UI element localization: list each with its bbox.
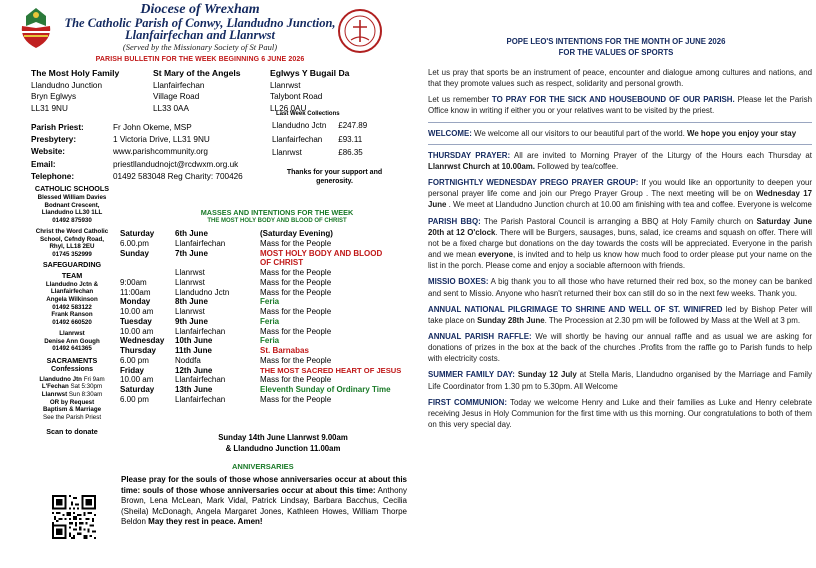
mass-time: 10.00 am	[120, 326, 154, 336]
safeguarding-2	[32, 330, 112, 353]
mass-church	[175, 258, 260, 268]
table-row	[120, 229, 401, 239]
mass-feast: OF CHRIST	[260, 258, 304, 268]
mass-day: Wednesday	[120, 336, 165, 346]
mass-feast: Feria	[260, 336, 280, 346]
prego-notice	[428, 177, 812, 210]
contact-row	[31, 134, 243, 146]
safeguarding-1	[32, 281, 112, 327]
request-line: OR by Request	[49, 398, 95, 406]
safeguard-line: Frank Ranson	[51, 311, 93, 319]
pilgrimage-notice	[428, 304, 812, 326]
notice-emphasis: We hope you enjoy your stay	[687, 128, 797, 138]
collection-row	[272, 134, 377, 146]
table-row	[120, 375, 401, 385]
confession-church: Llanrwst	[41, 391, 68, 399]
table-row	[120, 258, 401, 268]
table-row	[120, 356, 401, 366]
table-row	[120, 395, 401, 405]
confession-row	[32, 391, 112, 399]
parish-line-1: The Catholic Parish of Conwy, Llandudno Junction,	[64, 15, 336, 30]
safeguard-line: Llandudno Jctn &	[45, 280, 99, 288]
table-row	[120, 278, 401, 288]
request-info	[32, 399, 112, 422]
collection-church: Llanfairfechan	[272, 134, 323, 144]
pope-intention-title: POPE LEO'S INTENTIONS FOR THE MONTH OF JUNE 2026	[506, 37, 726, 46]
mass-feast: Eleventh Sunday of Ordinary Time	[260, 385, 391, 395]
mass-time: 9:00am	[120, 277, 147, 287]
mass-feast: THE MOST SACRED HEART OF JESUS	[260, 365, 402, 375]
notice-heading: FORTNIGHTLY WEDNESDAY PREGO PRAYER GROUP:	[428, 178, 639, 188]
safeguard-line: 01492 641365	[52, 345, 92, 353]
bbq-notice	[428, 216, 812, 272]
contact-label: Email:	[31, 159, 56, 169]
table-row	[120, 307, 401, 317]
pope-intention-heading	[428, 36, 812, 58]
confession-row	[32, 383, 112, 391]
mass-church: Llandudno Jctn	[175, 287, 230, 297]
collection-amount: £247.89	[338, 121, 368, 130]
notice-text: Followed by tea/coffee.	[535, 161, 619, 171]
mass-date: 12th June	[175, 365, 213, 375]
summer-day-notice	[428, 369, 812, 391]
contact-row	[31, 159, 243, 171]
divider	[428, 144, 812, 145]
sidebar-info	[32, 183, 112, 437]
mass-intention: Mass for the People	[260, 375, 332, 385]
mass-date: 11th June	[175, 346, 212, 356]
notice-text: Let us remember	[428, 95, 492, 105]
notice-text: Please let the Parish Office know in writing if either you or your relatives want to be visited by the priest.	[428, 95, 812, 116]
masses-subtitle: THE MOST HOLY BODY AND BLOOD OF CHRIST	[207, 218, 347, 224]
missionary-society-seal-icon	[337, 8, 383, 54]
schools-heading: CATHOLIC SCHOOLS	[34, 184, 110, 193]
next-sunday-line: Sunday 14th June Llanrwst 9.00am	[218, 433, 348, 442]
mass-day: Thursday	[120, 346, 157, 356]
contact-label: Presbytery:	[31, 135, 77, 145]
contact-details	[31, 122, 243, 183]
website-link[interactable]: www.parishcommunity.org	[113, 147, 208, 157]
mass-time	[120, 268, 175, 278]
confession-time: Sat 5:30pm	[70, 383, 103, 391]
notice-emphasis: Sunday 12 July	[514, 370, 577, 380]
church-holy-family	[31, 68, 119, 114]
safeguard-line: Llanrwst	[59, 329, 85, 337]
church-st-mary	[153, 68, 241, 114]
school-line: Bodnant Crescent,	[44, 201, 100, 209]
request-line: Baptism & Marriage	[42, 406, 102, 414]
mass-intention: Mass for the People	[260, 277, 332, 287]
table-row	[120, 249, 401, 259]
table-row	[120, 297, 401, 307]
masses-title: MASSES AND INTENTIONS FOR THE WEEK	[200, 208, 354, 217]
church-line: LL26 0AU	[270, 103, 307, 113]
email-link[interactable]: priestllandudnojct@rcdwxm.org.uk	[113, 159, 239, 169]
notice-text: All are invited to Morning Prayer of the Liturgy of the Hours each Thursday at	[510, 150, 812, 160]
school-line: Blessed William Davies	[37, 194, 107, 201]
school-line: School, Cefndy Road,	[40, 235, 104, 243]
missio-notice	[428, 276, 812, 298]
contact-value: 01492 583048 Reg Charity: 700426	[113, 171, 243, 181]
notice-heading: WELCOME:	[428, 128, 472, 138]
contact-row	[31, 171, 243, 183]
mass-date: 13th June	[175, 385, 213, 395]
contact-label: Parish Priest:	[31, 123, 84, 132]
anniversaries-intro: Please pray for the souls of those whose anniversaries occur at about this time: souls of those whose anniversaries occur at about this time:	[121, 475, 407, 495]
welcome-notice	[428, 128, 812, 139]
notice-text: Today we welcome Henry and Luke and their families as Luke and Henry celebrate receiving Jesus in Holy Communion for the first time with us this morning. Our congratulations to both of them on this very special day.	[428, 397, 812, 430]
notice-text: . There will be Burgers, sausages, buns, salad, ice creams and squash on offer. There will not be a fixed charge but donations on the day towards the costs will be appreciated. Everyone in the parish and we mean	[428, 227, 812, 260]
collection-amount: £93.11	[338, 134, 363, 144]
notice-emphasis: Llanrwst Church at 10.00am.	[428, 161, 535, 171]
bulletin-week: PARISH BULLETIN FOR THE WEEK BEGINNING 6 JUNE 2026	[95, 56, 305, 63]
mass-day: Friday	[120, 365, 145, 375]
diocese-crest-icon	[12, 6, 60, 50]
collection-church: Llanrwst	[272, 148, 302, 157]
table-row	[120, 385, 401, 395]
contact-row	[31, 122, 243, 134]
mass-date: 10th June	[175, 336, 213, 346]
table-row	[120, 288, 401, 298]
school-line: Rhyl, LL18 2EU	[49, 243, 95, 251]
contact-value: Fr John Okeme, MSP	[113, 123, 192, 132]
notice-text: at Stella Maris, Llandudno organised by the Marriage and Family Life Coordinator from 1.30 pm to 5.30pm. All Welcome	[428, 370, 812, 391]
safeguard-line: 01492 660520	[52, 319, 92, 327]
church-line: Llandudno Junction	[31, 80, 103, 90]
church-line: Talybont Road	[270, 92, 323, 101]
mass-time	[120, 258, 175, 268]
served-by: (Served by the Missionary Society of St Paul)	[122, 41, 278, 52]
school-2	[32, 228, 112, 259]
masses-heading	[172, 208, 382, 225]
church-line: Llanrwst	[270, 80, 301, 90]
mass-intention: Mass for the People	[260, 287, 332, 297]
notice-heading: THURSDAY PRAYER:	[428, 150, 511, 160]
collection-amount: £86.35	[338, 148, 363, 157]
safeguard-line: Llanfairfechan	[50, 288, 94, 296]
collections	[270, 110, 379, 161]
confession-row	[32, 376, 112, 384]
mass-time: 10.00 am	[120, 307, 154, 317]
notice-heading: ANNUAL NATIONAL PILGRIMAGE TO SHRINE AND WELL OF ST. WINIFRED	[428, 304, 723, 314]
church-bugail-da	[270, 68, 349, 114]
table-row	[120, 268, 401, 278]
bulletin-header	[64, 3, 336, 53]
notice-text: If you would like an opportunity to deepen your personal prayer life come and join our Prego Prayer Group . The next meeting will be on	[428, 178, 813, 199]
mass-church: Llanrwst	[175, 307, 205, 317]
sacraments-heading: SACRAMENTS	[46, 355, 98, 365]
notice-text: A big thank you to all those who have returned their red box, so the money can be banked and sent to Missio. Anyone who hasn't returned their box can still do so in the next few weeks. Thank you.	[428, 277, 812, 298]
table-row	[120, 239, 401, 249]
right-page	[412, 0, 812, 568]
church-name: St Mary of the Angels	[153, 68, 241, 78]
mass-church: Llanfairfechan	[175, 395, 226, 405]
diocese-name: Diocese of Wrexham	[140, 2, 260, 17]
notice-heading: FIRST COMMUNION:	[428, 397, 507, 407]
thanks-note: Thanks for your support and generosity.	[286, 169, 383, 185]
church-line: Llanfairfechan	[153, 80, 205, 90]
mass-church: Llanfairfechan	[175, 375, 226, 385]
mass-time: 6.00 pm	[120, 355, 149, 365]
mass-day: Sunday	[120, 248, 149, 258]
table-row	[120, 336, 401, 346]
collection-church: Llandudno Jctn	[272, 121, 327, 130]
sick-notice	[428, 94, 812, 116]
masses-table	[120, 229, 401, 405]
notice-emphasis: Sunday 28th June	[477, 315, 545, 325]
request-line: See the Parish Priest	[42, 414, 102, 422]
donate-qr-code[interactable]	[52, 495, 96, 539]
mass-day: Tuesday	[120, 316, 152, 326]
notice-text: . We meet at Llandudno Junction church at 10.00 am finishing with tea and coffee. Everyone is welcome	[446, 200, 812, 210]
confession-church: Llandudno Jtn	[39, 375, 82, 383]
mass-church: Llanfairfechan	[175, 326, 226, 336]
mass-time: 6.00 pm	[120, 395, 149, 405]
contact-value: 1 Victoria Drive, LL31 9NU	[113, 135, 210, 145]
mass-intention: Mass for the People	[260, 307, 332, 317]
mass-day: Saturday	[120, 385, 155, 395]
parish-line-2: Llanfairfechan and Llanrwst	[124, 28, 276, 42]
mass-church: Llanrwst	[175, 268, 205, 278]
mass-church: Llanfairfechan	[175, 238, 226, 248]
pope-intention-subtitle: FOR THE VALUES OF SPORTS	[558, 48, 674, 57]
donate-label: Scan to donate	[46, 426, 98, 436]
notice-heading: SUMMER FAMILY DAY:	[428, 370, 515, 380]
church-line: Bryn Eglwys	[31, 92, 77, 101]
raffle-notice	[428, 331, 812, 364]
anniversaries-names: Anthony Brown, Lena McLean, Mark Vidal, Patrick Lindsay, Barbara Bacchus, Cecilia (Sheila) McDonagh, Angela Margaret Jones, Kathleen Howes, William Thorpe Beldon	[121, 485, 407, 527]
confession-time: Sun 8:30am	[68, 391, 103, 399]
safeguard-line: Denise Ann Gough	[44, 337, 100, 345]
collections-title: Last Week Collections	[276, 111, 340, 117]
mass-date: 8th June	[175, 297, 208, 307]
confession-times	[32, 376, 112, 399]
mass-intention: Mass for the People	[260, 268, 332, 278]
school-line: Llandudno LL30 1LL	[41, 209, 103, 217]
notice-heading: TO PRAY FOR THE SICK AND HOUSEBOUND OF OUR PARISH.	[491, 95, 735, 105]
notice-heading: ANNUAL PARISH RAFFLE:	[428, 331, 532, 341]
anniversaries-text	[121, 475, 407, 528]
safeguard-line: Angela Wilkinson	[46, 296, 98, 304]
notice-emphasis: Saturday June 20th at 12 O'clock	[428, 216, 812, 237]
mass-intention: (Saturday Evening)	[260, 229, 333, 238]
mass-time: 6.00.pm	[120, 238, 149, 248]
collection-row	[272, 147, 377, 159]
collection-row	[272, 120, 377, 132]
notice-emphasis: everyone	[478, 250, 513, 260]
church-line: Village Road	[153, 92, 200, 101]
mass-feast: St. Barnabas	[260, 346, 309, 356]
notice-text: The Parish Pastoral Council is arranging a BBQ at Holy Family church on	[480, 216, 757, 226]
contact-label: Telephone:	[31, 171, 75, 181]
mass-church: Llanrwst	[175, 277, 205, 287]
next-sunday-masses	[178, 433, 388, 454]
table-row	[120, 366, 401, 376]
contact-label: Website:	[31, 147, 65, 157]
mass-date: 6th June	[175, 229, 208, 238]
church-name: Eglwys Y Bugail Da	[270, 68, 350, 78]
school-line: Christ the Word Catholic	[35, 227, 109, 235]
next-sunday-line: & Llandudno Junction 11.00am	[225, 443, 341, 453]
church-line: LL33 0AA	[153, 103, 189, 113]
notice-text: , is invited and to help us know how much food to order please put your name on the list in the porch. Please come and enjoy a sociable afternoon with friends.	[428, 250, 812, 271]
church-line: LL31 9NU	[31, 103, 68, 113]
school-line: 01492 875930	[52, 217, 92, 225]
church-name: The Most Holy Family	[31, 68, 120, 78]
table-row	[120, 317, 401, 327]
pope-intention-text: Let us pray that sports be an instrument of peace, encounter and dialogue among cultures and nations, and that they promote values such as respect, solidarity and personal growth.	[428, 68, 812, 89]
mass-feast: Feria	[260, 316, 280, 326]
mass-intention: Mass for the People	[260, 326, 332, 336]
mass-day: Monday	[120, 297, 151, 307]
notice-text: We welcome all our visitors to our beautiful part of the world.	[471, 128, 688, 138]
confessions-label: Confessions	[50, 365, 93, 373]
mass-intention: Mass for the People	[260, 238, 332, 248]
mass-feast: Feria	[260, 297, 280, 307]
anniversaries-heading: ANNIVERSARIES	[232, 462, 294, 471]
mass-date: 7th June	[175, 248, 208, 258]
thursday-prayer-notice	[428, 150, 812, 172]
notice-text: led by Bishop Peter will take place on	[428, 304, 812, 325]
divider	[428, 122, 812, 123]
school-1	[32, 194, 112, 225]
safeguard-line: 01492 583122	[52, 303, 92, 311]
mass-feast: MOST HOLY BODY AND BLOOD	[260, 248, 383, 258]
notice-text: We will shortly be having our annual raffle and as usual we are asking for donations of prizes in the box at the back of the churches .Profits from the raffle go to Parish funds to help with electricity costs.	[428, 331, 812, 364]
mass-time: 10.00 am	[120, 375, 154, 385]
confession-time: Fri 9am	[83, 375, 105, 383]
mass-intention: Mass for the People	[260, 395, 332, 405]
notice-heading: PARISH BBQ:	[428, 216, 481, 226]
notice-heading: MISSIO BOXES:	[428, 277, 489, 287]
anniversaries-closing: May they rest in peace. Amen!	[148, 517, 263, 527]
school-line: 01745 352999	[52, 250, 92, 258]
table-row	[120, 327, 401, 337]
first-communion-notice	[428, 397, 812, 430]
mass-intention: Mass for the People	[260, 355, 332, 365]
mass-time: 11:00am	[120, 287, 151, 297]
safeguarding-heading: SAFEGUARDING TEAM	[42, 259, 102, 280]
mass-date: 9th June	[175, 316, 208, 326]
confession-church: L'Fechan	[41, 383, 69, 391]
contact-row	[31, 146, 243, 158]
table-row	[120, 346, 401, 356]
left-page	[0, 0, 407, 568]
notice-emphasis: Wednesday 17 June	[428, 189, 812, 210]
mass-church: Noddfa	[175, 355, 201, 365]
notice-text: . The Procession at 2.30 pm will be followed by Mass at the Well at 3 pm.	[544, 315, 801, 325]
mass-day: Saturday	[120, 229, 155, 238]
